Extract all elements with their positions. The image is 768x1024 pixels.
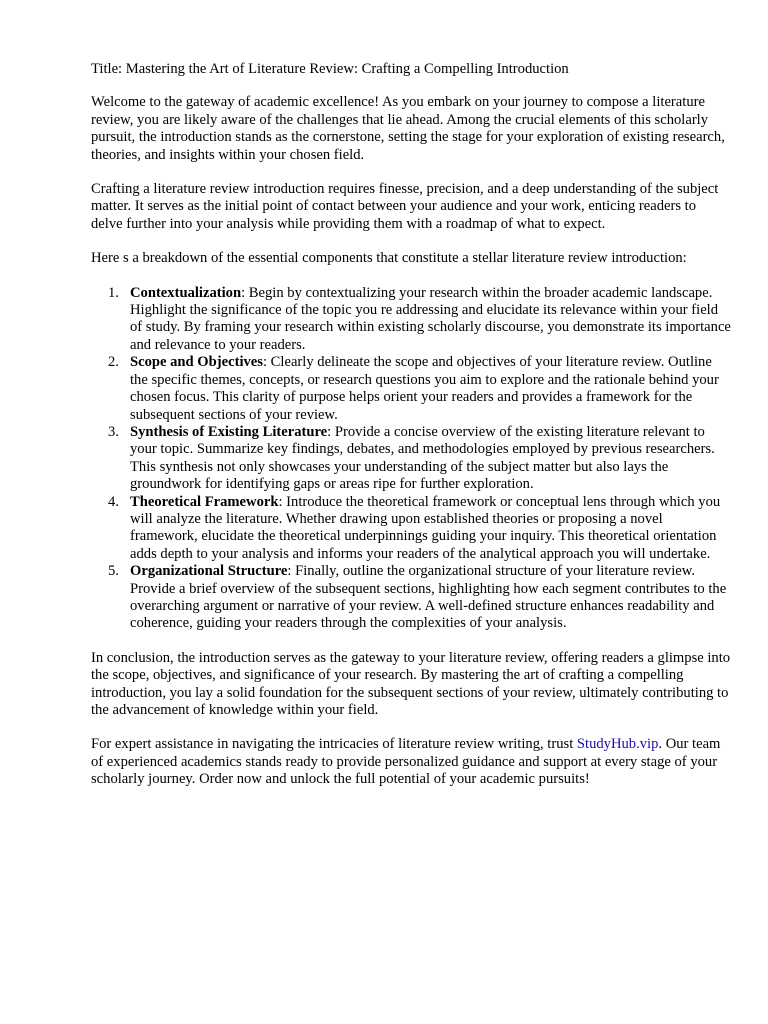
list-item-text: : Introduce the theoretical framework or conceptual lens through which you will analyze the literature. Whether drawing upon established theories or proposing a novel framework, elucidate the theoretical underpinnings guiding your inquiry. This theoretical orientation adds depth to your analysis and informs your readers of the analytical approach you will undertake. (130, 493, 721, 562)
list-item-term: Contextualization (130, 284, 242, 301)
list-item (91, 424, 731, 494)
intro-paragraph-3: Here s a breakdown of the essential components that constitute a stellar literature review introduction: (91, 250, 687, 267)
intro-paragraph-1: Welcome to the gateway of academic excellence! As you embark on your journey to compose a literature review, you are likely aware of the challenges that lie ahead. Among the crucial elements of this scholarly pursuit, the introduction stands as the cornerstone, setting the stage for your exploration of existing research, theories, and insights within your chosen field. (91, 94, 725, 163)
list-item-term: Theoretical Framework (130, 493, 279, 510)
cta-paragraph (91, 736, 731, 788)
list-item-term: Scope and Objectives (130, 354, 263, 371)
cta-text-before: For expert assistance in navigating the intricacies of literature review writing, trust (91, 736, 577, 753)
list-item (91, 354, 731, 424)
list-item (91, 285, 731, 355)
list-item-text: : Finally, outline the organizational structure of your literature review. Provide a brief overview of the subsequent sections, highlighting how each segment contributes to the overarching argument or narrative of your review. A well-defined structure enhances readability and coherence, guiding your readers through the complexities of your analysis. (130, 563, 727, 632)
list-item (91, 494, 731, 564)
list-item-number: 3. (108, 423, 119, 440)
list-item-text: : Provide a concise overview of the existing literature relevant to your topic. Summarize key findings, debates, and methodologies employed by previous researchers. This synthesis not only showcases your understanding of the subject matter but also lays the groundwork for identifying gaps or areas ripe for further exploration. (130, 423, 715, 493)
intro-paragraph-2: Crafting a literature review introduction requires finesse, precision, and a deep understanding of the subject matter. It serves as the initial point of contact between your audience and your work, enticing readers to delve further into your analysis while providing them with a roadmap of what to expect. (91, 181, 719, 232)
list-item-number: 1. (108, 284, 119, 301)
document-title: Title: Mastering the Art of Literature Review: Crafting a Compelling Introduction (91, 61, 569, 77)
list-item-number: 2. (108, 354, 119, 371)
list-item-term: Synthesis of Existing Literature (130, 423, 328, 440)
list-item-text: : Begin by contextualizing your research within the broader academic landscape. Highlight the significance of the topic you re addressing and elucidate its relevance within your field of study. By framing your research within existing scholarly discourse, you demonstrate its importance and relevance to your readers. (130, 284, 731, 353)
list-item-term: Organizational Structure (130, 563, 288, 580)
studyhub-link[interactable]: StudyHub.vip (576, 736, 659, 753)
list-item-number: 4. (108, 493, 119, 510)
list-item (91, 563, 731, 633)
document-page (91, 61, 731, 789)
list-item-number: 5. (108, 563, 119, 580)
components-list (91, 285, 731, 633)
cta-text-after: . Our team of experienced academics stands ready to provide personalized guidance and support at every stage of your scholarly journey. Order now and unlock the full potential of your academic pursuits! (91, 736, 721, 788)
list-item-text: : Clearly delineate the scope and objectives of your literature review. Outline the specific themes, concepts, or research questions you aim to explore and the rationale behind your chosen focus. This clarity of purpose helps orient your readers and provides a framework for the subsequent sections of your review. (130, 354, 719, 423)
conclusion-paragraph: In conclusion, the introduction serves as the gateway to your literature review, offering readers a glimpse into the scope, objectives, and significance of your research. By mastering the art of crafting a compelling introduction, you lay a solid foundation for the subsequent sections of your review, ultimately contributing to the advancement of knowledge within your field. (91, 649, 731, 718)
